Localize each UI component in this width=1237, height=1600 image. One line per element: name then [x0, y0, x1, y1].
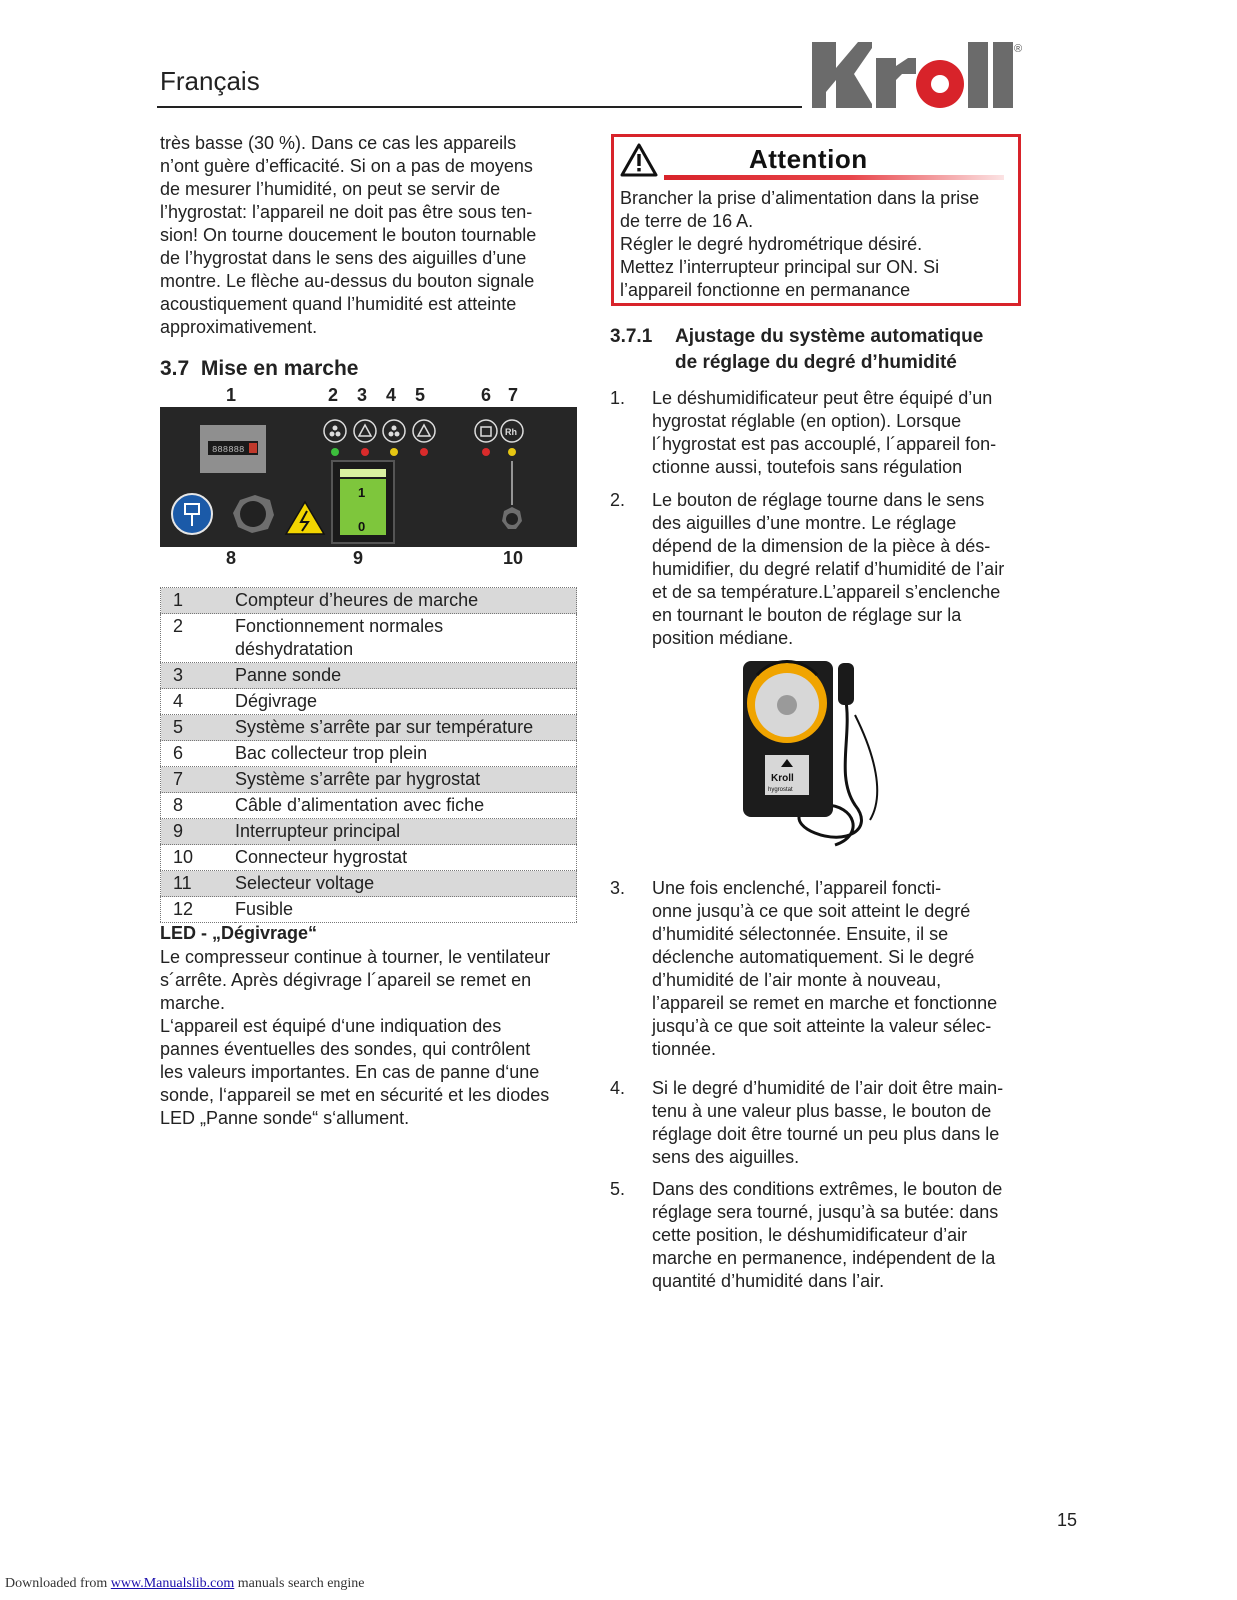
list-item: 1. Le déshumidificateur peut être équipé d’un hygrostat réglable (en option). Lorsque l´hygrostat est pas accouplé, l´appareil fon- ctionne aussi, toutefois sans régulation [610, 388, 997, 477]
hygrostat-photo [735, 655, 895, 855]
attention-bar [664, 175, 1004, 180]
manualslib-link[interactable]: www.Manualslib.com [110, 1576, 235, 1591]
text-line: acoustiquement quand l’humidité est atteinte [160, 294, 517, 314]
legend-table [160, 587, 577, 923]
table-row: 11 Selecteur voltage [161, 871, 577, 897]
led-yellow [508, 448, 516, 456]
text-line: Régler le degré hydrométrique désiré. [620, 234, 923, 254]
kroll-logo [812, 40, 1027, 110]
text-line: Le compresseur continue à tourner, le ventilateur [160, 947, 551, 967]
counter-digits: 888888 [212, 445, 245, 455]
table-row: 9 Interrupteur principal [161, 819, 577, 845]
text-line: L‘appareil est équipé d‘une indiquation des [160, 1016, 502, 1036]
text-line: l’hygrostat: l’appareil ne doit pas être sous ten- [160, 202, 533, 222]
table-row: 4 Dégivrage [161, 689, 577, 715]
table-row: 2 Fonctionnement normales déshydratation [161, 614, 577, 663]
panel-number-6: 6 [481, 385, 492, 405]
list-item: 4. Si le degré d’humidité de l’air doit être main- tenu à une valeur plus basse, le bouton de réglage doit être tourné un peu plus dans le sens des aiguilles. [610, 1078, 1004, 1167]
panel-number-7: 7 [508, 385, 519, 405]
panel-number-8: 8 [226, 548, 237, 568]
panel-number-5: 5 [415, 385, 426, 405]
page-language: Français [160, 66, 260, 96]
table-row: 12 Fusible [161, 897, 577, 923]
text-line: marche. [160, 993, 226, 1013]
text-line: sonde, l‘appareil se met en sécurité et les diodes [160, 1085, 550, 1105]
section-number: 3.7 [160, 357, 190, 380]
text-line: Brancher la prise d’alimentation dans la prise [620, 188, 980, 208]
control-panel-illustration [160, 407, 577, 547]
table-row: 1 Compteur d’heures de marche [161, 588, 577, 614]
attention-box [611, 134, 1021, 306]
text-line: de mesurer l’humidité, on peut se servir de [160, 179, 501, 199]
section-heading-3-7 [160, 357, 358, 381]
registered-mark: ® [1014, 43, 1023, 55]
attention-text [620, 187, 1015, 302]
text-line: très basse (30 %). Dans ce cas les appareils [160, 133, 517, 153]
text-line: les valeurs importantes. En cas de panne d‘une [160, 1062, 540, 1082]
panel-number-9: 9 [353, 548, 364, 568]
intro-paragraph [160, 132, 580, 339]
led-heading: LED - „Dégivrage“ [160, 923, 318, 943]
table-row: 10 Connecteur hygrostat [161, 845, 577, 871]
hygro-label: Rh [505, 427, 517, 437]
text-line: de l’hygrostat dans le sens des aiguilles d’une [160, 248, 527, 268]
list-item: 5. Dans des conditions extrêmes, le bouton de réglage sera tourné, jusqu’à sa butée: dans cette position, le déshumidificateur d’air marche en permanence, indépendent de la quantité d’humidité dans l’air. [610, 1179, 1003, 1291]
text-line: n’ont guère d’efficacité. Si on a pas de moyens [160, 156, 533, 176]
text-line: montre. Le flèche au-dessus du bouton signale [160, 271, 535, 291]
photo-brand: Kroll [771, 773, 794, 784]
text-line: approximativement. [160, 317, 318, 337]
text-line: sion! On tourne doucement le bouton tournable [160, 225, 537, 245]
section-number: 3.7.1 [610, 326, 653, 347]
panel-number-10: 10 [503, 548, 524, 568]
list-item: 2. Le bouton de réglage tourne dans le sens des aiguilles d’une montre. Le réglage dépend de la dimension de la pièce à dés- humidifier, du degré relatif d’humidité de l’air et de sa température.L’appareil s’enclenche en tournant le bouton de réglage sur la position médiane. [610, 490, 1005, 648]
switch-on-label: 1 [358, 485, 366, 500]
list-item: 3. Une fois enclenché, l’appareil foncti- onne jusqu’à ce que soit atteint le degré d’humidité sélectonnée. Ensuite, il se déclenche automatiquement. Si le degré d’humidité de l’air monte à nouveau, l’appareil se remet en marche et fonctionne jusqu’à ce que soit atteinte la valeur sélec- tionnée. [610, 878, 998, 1059]
table-row: 3 Panne sonde [161, 663, 577, 689]
text-line: pannes éventuelles des sondes, qui contrôlent [160, 1039, 531, 1059]
switch-off-label: 0 [358, 519, 366, 534]
download-footer: Downloaded from www.Manualslib.com manuals search engine [5, 1576, 365, 1591]
page-number: 15 [1057, 1510, 1078, 1530]
led-yellow [390, 448, 398, 456]
table-row: 8 Câble d’alimentation avec fiche [161, 793, 577, 819]
led-red [361, 448, 369, 456]
panel-number-1: 1 [226, 385, 237, 405]
attention-title: Attention [749, 144, 868, 174]
led-green [331, 448, 339, 456]
text-line: de terre de 16 A. [620, 211, 754, 231]
warning-icon [620, 143, 658, 177]
panel-number-2: 2 [328, 385, 339, 405]
led-red [420, 448, 428, 456]
led-paragraph [160, 946, 585, 1130]
text-line: s´arrête. Après dégivrage l´apareil se remet en [160, 970, 532, 990]
text-line: Mettez l’interrupteur principal sur ON. Si [620, 257, 940, 277]
section-title: Mise en marche [200, 357, 359, 380]
header-rule [157, 106, 802, 108]
photo-caption: hygrostat [768, 787, 793, 793]
text-line: l’appareil fonctionne en permanance [620, 280, 911, 300]
led-red [482, 448, 490, 456]
section-heading-3-7-1 [610, 324, 652, 350]
table-row: 5 Système s’arrête par sur température [161, 715, 577, 741]
panel-number-3: 3 [357, 385, 368, 405]
section-title-3-7-1: Ajustage du système automatique de réglage du degré d’humidité [675, 326, 984, 373]
panel-number-4: 4 [386, 385, 397, 405]
table-row: 6 Bac collecteur trop plein [161, 741, 577, 767]
table-row: 7 Système s’arrête par hygrostat [161, 767, 577, 793]
text-line: LED „Panne sonde“ s‘allument. [160, 1108, 410, 1128]
